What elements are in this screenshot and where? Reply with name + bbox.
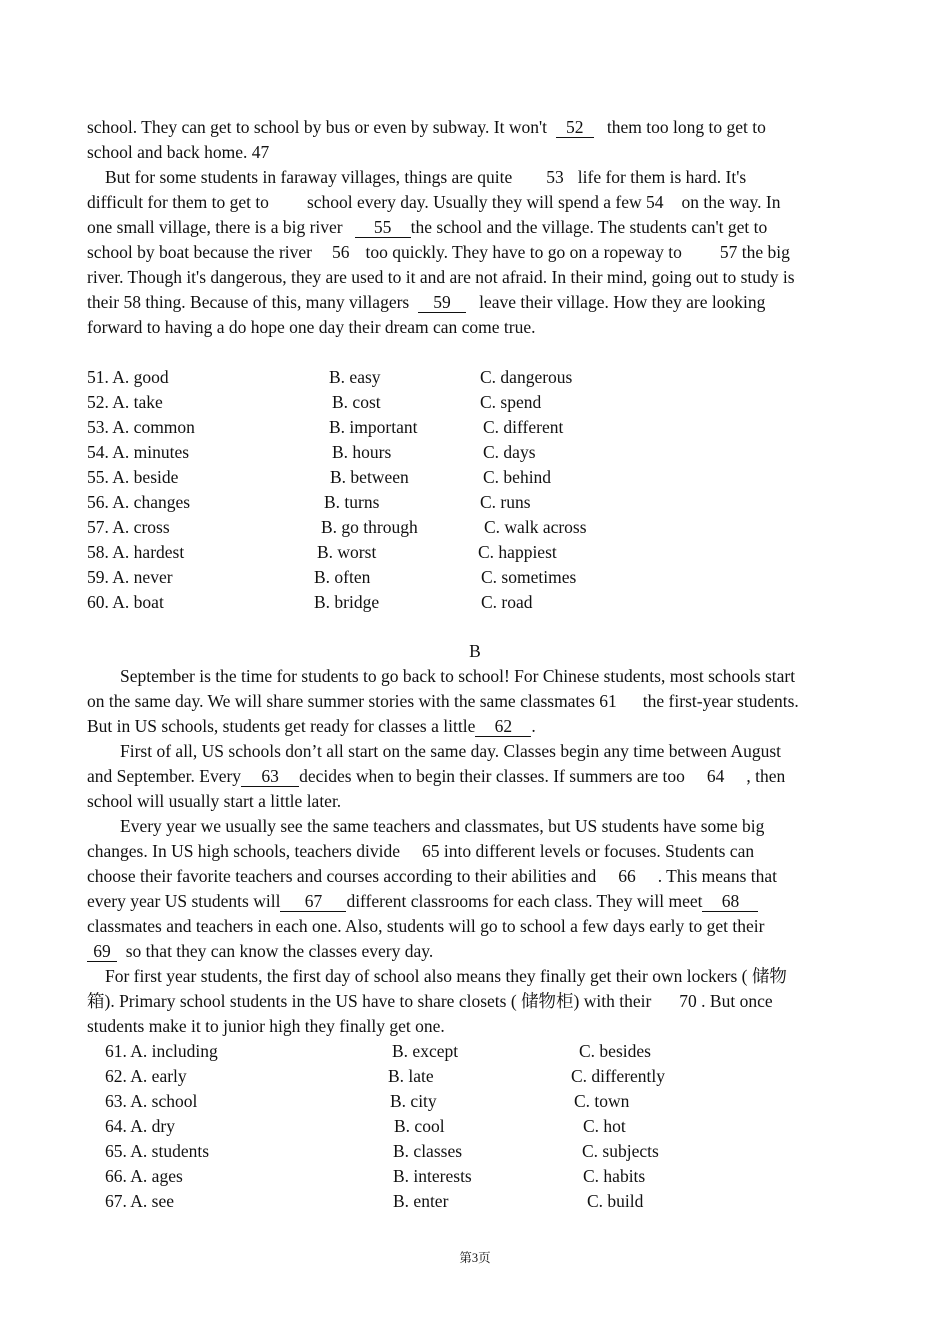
option-c: C. differently [571,1066,665,1086]
option-a: 63. A. school [105,1091,198,1111]
option-c: C. runs [480,492,531,512]
option-a: 65. A. students [105,1141,210,1161]
option-a: 53. A. common [87,417,195,437]
option-b: B. hours [332,442,392,462]
option-b: B. city [390,1091,437,1111]
blank-67: 67 [280,892,346,912]
option-c: C. days [483,442,536,462]
option-b: B. important [329,417,418,437]
blank-59: 59 [418,293,466,313]
passage-line: forward to having a do hope one day their dream can come true. [87,317,536,337]
option-a: 62. A. early [105,1066,187,1086]
section-heading: B [469,641,481,661]
blank-68: 68 [702,892,758,912]
blank-63: 63 [241,767,299,787]
option-a: 66. A. ages [105,1166,183,1186]
blank-62: 62 [475,717,531,737]
passage-line: changes. In US high schools, teachers divide 65 into different levels or focuses. Students can [87,841,755,861]
option-c: C. build [587,1191,644,1211]
option-a: 58. A. hardest [87,542,185,562]
option-a: 55. A. beside [87,467,179,487]
option-a: 56. A. changes [87,492,191,512]
option-c: C. subjects [582,1141,659,1161]
option-b: B. except [392,1041,459,1061]
blank-52: 52 [556,118,594,138]
passage-line: their 58 thing. Because of this, many villagers 59 leave their village. How they are looking [87,292,766,312]
passage-line: school and back home. 47 [87,142,270,162]
passage-line: school will usually start a little later. [87,791,342,811]
option-b: B. turns [324,492,380,512]
passage-line: river. Though it's dangerous, they are used to it and are not afraid. In their mind, going out to study is [87,267,795,287]
option-c: C. behind [483,467,552,487]
option-c: C. besides [579,1041,651,1061]
option-c: C. different [483,417,564,437]
passage-line: school by boat because the river 56 too quickly. They have to go on a ropeway to 57 the big [87,242,790,262]
passage-line: and September. Every 63 decides when to begin their classes. If summers are too 64 , then [87,766,786,786]
option-a: 59. A. never [87,567,173,587]
option-b: B. worst [317,542,377,562]
option-c: C. town [574,1091,630,1111]
option-a: 67. A. see [105,1191,175,1211]
option-b: B. go through [321,517,418,537]
option-b: B. classes [393,1141,463,1161]
option-b: B. late [388,1066,434,1086]
option-b: B. between [330,467,409,487]
option-b: B. easy [329,367,381,387]
option-c: C. habits [583,1166,646,1186]
option-a: 57. A. cross [87,517,170,537]
passage-line: September is the time for students to go back to school! For Chinese students, most schools start [120,666,796,686]
option-c: C. dangerous [480,367,573,387]
passage-line: every year US students will 67 different classrooms for each class. They will meet 68 [87,890,758,912]
passage-line: difficult for them to get to school every day. Usually they will spend a few 54 on the way. In [87,192,781,212]
passage-line: one small village, there is a big river 55 the school and the village. The students can't get to [87,217,768,237]
passage-line: 69 so that they can know the classes every day. [87,940,433,962]
passage-line: But for some students in faraway villages, things are quite 53 life for them is hard. It's [105,167,747,187]
option-c: C. road [481,592,533,612]
passage-line: students make it to junior high they finally get one. [87,1016,445,1036]
option-b: B. interests [393,1166,472,1186]
blank-55: 55 [355,218,411,238]
option-b: B. bridge [314,592,380,612]
option-a: 54. A. minutes [87,442,190,462]
option-a: 52. A. take [87,392,163,412]
passage-line: on the same day. We will share summer stories with the same classmates 61 the first-year students. [87,691,799,711]
option-b: B. enter [393,1191,449,1211]
passage-line: Every year we usually see the same teachers and classmates, but US students have some big [120,816,765,836]
passage-line: classmates and teachers in each one. Also, students will go to school a few days early to get their [87,916,765,936]
option-a: 60. A. boat [87,592,164,612]
option-a: 64. A. dry [105,1116,175,1136]
option-c: C. sometimes [481,567,577,587]
option-c: C. spend [480,392,542,412]
option-c: C. happiest [478,542,557,562]
option-a: 51. A. good [87,367,169,387]
passage-line: For first year students, the first day of school also means they finally get their own lockers ( 储物 [105,966,787,986]
option-b: B. cool [394,1116,445,1136]
option-c: C. hot [583,1116,626,1136]
option-b: B. often [314,567,371,587]
blank-69: 69 [87,942,117,962]
passage-line: school. They can get to school by bus or even by subway. It won't 52 them too long to get to [87,117,766,137]
page-number: 第3页 [459,1251,491,1265]
option-b: B. cost [332,392,381,412]
passage-line: choose their favorite teachers and courses according to their abilities and 66 . This means that [87,866,777,886]
passage-line: 箱). Primary school students in the US have to share closets ( 储物柜) with their 70 . But once [87,991,773,1011]
passage-line: But in US schools, students get ready for classes a little 62 . [87,716,536,736]
passage-line: First of all, US schools don’t all start on the same day. Classes begin any time between August [120,741,782,761]
option-c: C. walk across [484,517,587,537]
option-a: 61. A. including [105,1041,218,1061]
